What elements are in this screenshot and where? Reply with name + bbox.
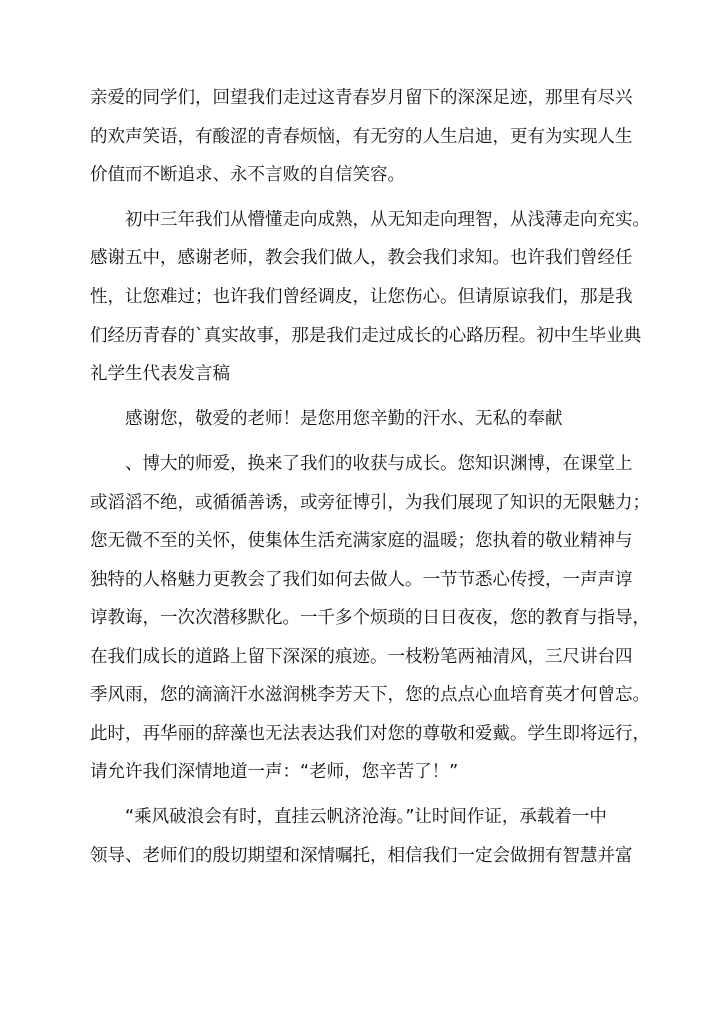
text-line: 礼学生代表发言稿	[90, 364, 230, 384]
text-line: 谆教诲，一次次潜移默化。一千多个烦琐的日日夜夜，您的教育与指导，	[90, 608, 650, 628]
text-line: 初中三年我们从懵懂走向成熟，从无知走向理智，从浅薄走向充实。	[125, 210, 650, 230]
text-line: 性，让您难过；也许我们曾经调皮，让您伤心。但请原谅我们，那是我	[90, 287, 633, 307]
text-line: 们经历青春的`真实故事，那是我们走过成长的心路历程。初中生毕业典	[90, 326, 642, 346]
text-line: 您无微不至的关怀，使集体生活充满家庭的温暖；您执着的敬业精神与	[90, 531, 633, 551]
text-line: 价值而不断追求、永不言败的自信笑容。	[90, 165, 405, 185]
text-line: 在我们成长的道路上留下深深的痕迹。一枝粉笔两袖清风，三尺讲台四	[90, 647, 633, 667]
text-line: 领导、老师们的殷切期望和深情嘱托，相信我们一定会做拥有智慧并富	[90, 846, 633, 866]
text-line: 季风雨，您的滴滴汗水滋润桃李芳天下，您的点点心血培育英才何曾忘。	[90, 685, 650, 705]
text-line: 或滔滔不绝，或循循善诱，或旁征博引，为我们展现了知识的无限魅力；	[90, 493, 650, 513]
text-line: 此时，再华丽的辞藻也无法表达我们对您的尊敬和爱戴。学生即将远行，	[90, 724, 650, 744]
text-line: 感谢五中，感谢老师，教会我们做人，教会我们求知。也许我们曾经任	[90, 248, 633, 268]
text-line: 请允许我们深情地道一声：“老师，您辛苦了！”	[90, 762, 459, 782]
text-line: 感谢您，敬爱的老师！是您用您辛勤的汗水、无私的奉献	[125, 409, 563, 429]
text-line: 亲爱的同学们，回望我们走过这青春岁月留下的深深足迹，那里有尽兴	[90, 88, 633, 108]
text-line: 的欢声笑语，有酸涩的青春烦恼，有无穷的人生启迪，更有为实现人生	[90, 127, 633, 147]
text-line: “乘风破浪会有时，直挂云帆济沧海。”让时间作证，承载着一中	[125, 807, 607, 827]
text-line: 、博大的师爱，换来了我们的收获与成长。您知识渊博，在课堂上	[125, 454, 633, 474]
text-line: 独特的人格魅力更教会了我们如何去做人。一节节悉心传授，一声声谆	[90, 570, 633, 590]
